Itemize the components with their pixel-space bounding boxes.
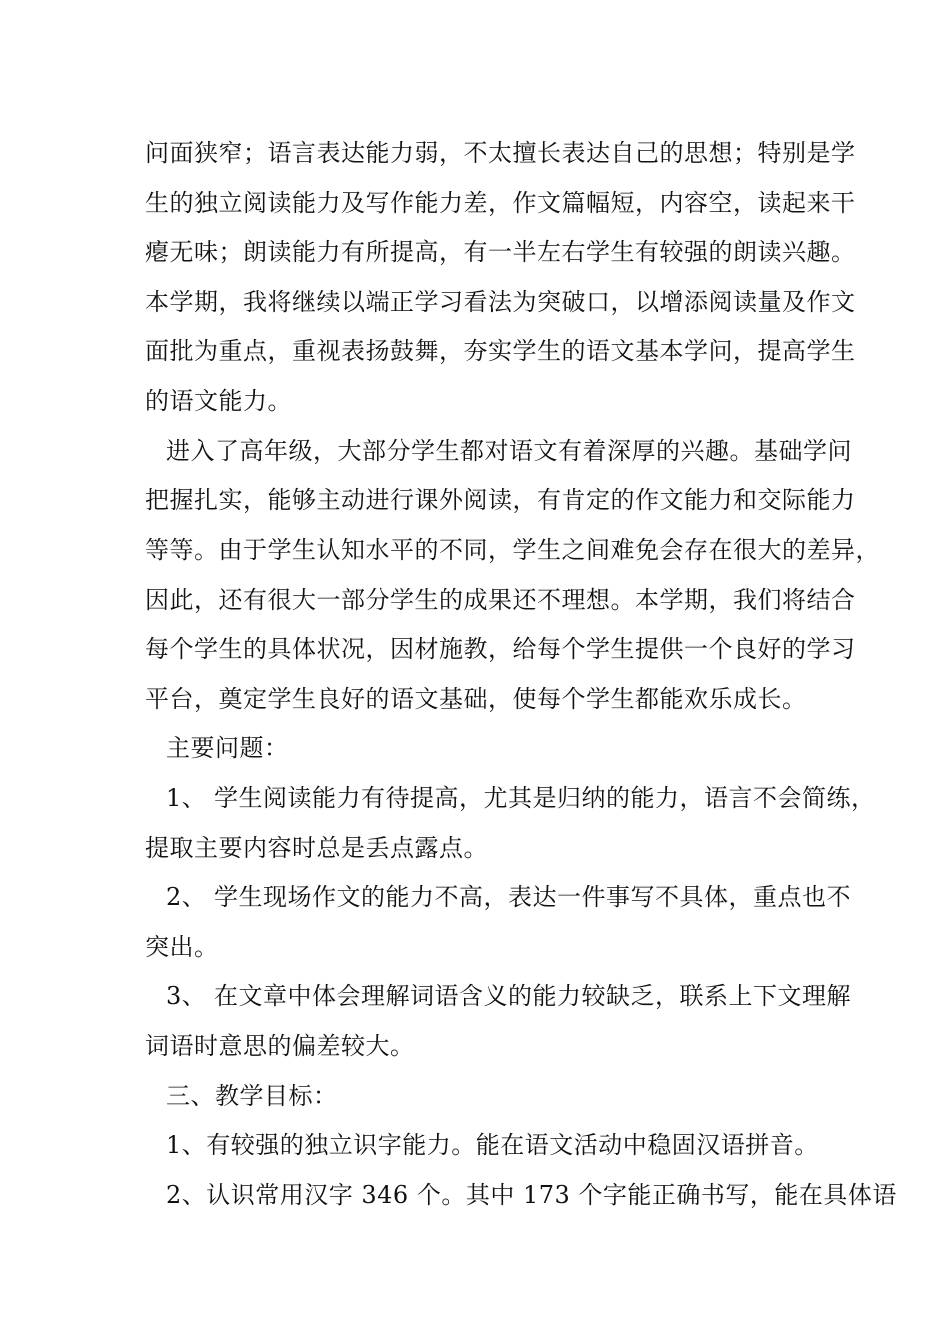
paragraph-line: 突出。 (145, 933, 219, 961)
list-item-text: 学生阅读能力有待提高，尤其是归纳的能力，语言不会简练， (214, 784, 876, 812)
list-item-text: 学生现场作文的能力不高，表达一件事写不具体，重点也不 (214, 883, 851, 911)
list-item (166, 782, 876, 814)
paragraph-line: 因此，还有很大一部分学生的成果还不理想。本学期，我们将结合 (145, 586, 856, 614)
paragraph-line: 进入了高年级，大部分学生都对语文有着深厚的兴趣。基础学问 (166, 437, 852, 465)
paragraph-line: 1、有较强的独立识字能力。能在语文活动中稳固汉语拼音。 (166, 1131, 819, 1159)
paragraph-line: 本学期，我将继续以端正学习看法为突破口，以增添阅读量及作文 (145, 288, 856, 316)
list-item (166, 881, 851, 913)
section-heading: 三、教学目标： (166, 1082, 338, 1110)
paragraph-line: 提取主要内容时总是丢点露点。 (145, 834, 488, 862)
list-number: 2、 (166, 883, 207, 911)
paragraph-line: 平台，奠定学生良好的语文基础，使每个学生都能欢乐成长。 (145, 685, 807, 713)
paragraph-line: 2、认识常用汉字 346 个。其中 173 个字能正确书写，能在具体语 (166, 1181, 897, 1209)
paragraph-line: 词语时意思的偏差较大。 (145, 1032, 415, 1060)
paragraph-line: 生的独立阅读能力及写作能力差，作文篇幅短，内容空，读起来干 (145, 189, 856, 217)
list-number: 3、 (166, 982, 207, 1010)
list-number: 1、 (166, 784, 207, 812)
paragraph-line: 问面狭窄；语言表达能力弱，不太擅长表达自己的思想；特别是学 (145, 139, 856, 167)
paragraph-line: 把握扎实，能够主动进行课外阅读，有肯定的作文能力和交际能力 (145, 486, 856, 514)
paragraph-line: 的语文能力。 (145, 387, 292, 415)
paragraph-line: 面批为重点，重视表扬鼓舞，夯实学生的语文基本学问，提高学生 (145, 337, 856, 365)
paragraph-line: 等等。由于学生认知水平的不同，学生之间难免会存在很大的差异， (145, 536, 880, 564)
list-item (166, 980, 851, 1012)
section-heading: 主要问题： (166, 734, 289, 762)
list-item-text: 在文章中体会理解词语含义的能力较缺乏，联系上下文理解 (214, 982, 851, 1010)
paragraph-line: 每个学生的具体状况，因材施教，给每个学生提供一个良好的学习 (145, 635, 856, 663)
paragraph-line: 瘪无味；朗读能力有所提高，有一半左右学生有较强的朗读兴趣。 (145, 238, 856, 266)
